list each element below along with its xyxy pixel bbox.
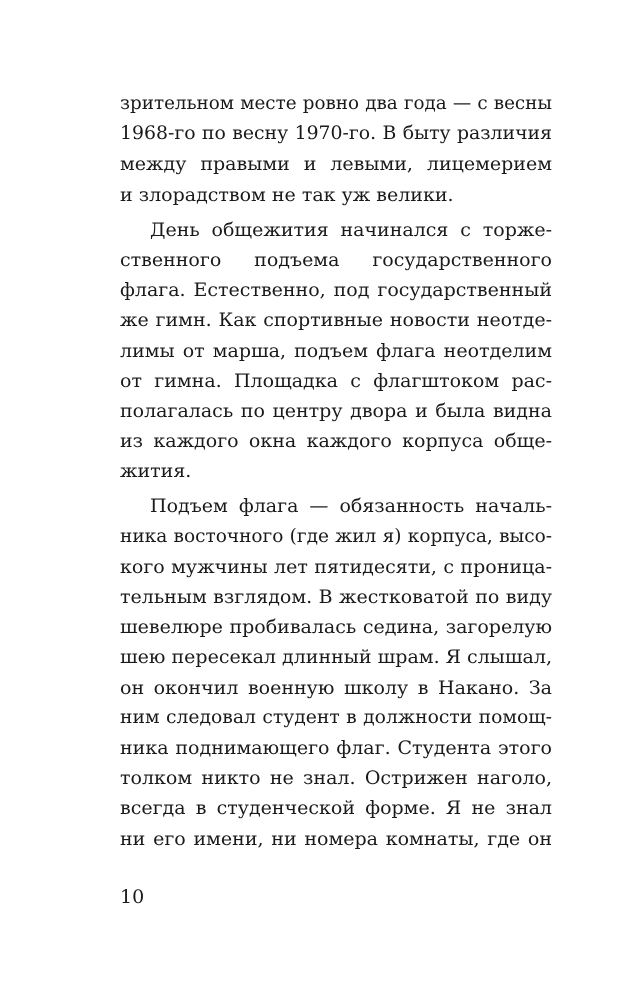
text-line: ственного подъема государственного	[120, 248, 552, 271]
text-line: шею пересекал длинный шрам. Я слышал,	[120, 646, 552, 669]
paragraph	[120, 215, 552, 487]
text-line: жития.	[120, 460, 192, 483]
text-line: толком никто не знал. Острижен наголо,	[120, 767, 552, 790]
text-line: из каждого окна каждого корпуса обще-	[120, 430, 552, 453]
paragraph	[120, 491, 552, 853]
text-line: полагалась по центру двора и была видна	[120, 399, 552, 422]
text-line: День общежития начинался с торже-	[150, 218, 552, 241]
text-line: кого мужчины лет пятидесяти, с проница-	[120, 555, 552, 578]
text-line: ника поднимающего флаг. Студента этого	[120, 736, 552, 759]
text-line: шевелюре пробивалась седина, загорелую	[120, 616, 552, 639]
text-line: Подъем флага — обязанность началь-	[150, 495, 552, 518]
text-line: ника восточного (где жил я) корпуса, высо-	[120, 525, 552, 547]
page-number: 10	[120, 886, 145, 908]
text-line: между правыми и левыми, лицемерием	[120, 153, 552, 176]
text-line: ни его имени, ни номера комнаты, где он	[120, 827, 552, 850]
body-text	[120, 89, 552, 854]
text-line: и злорадством не так уж велики.	[120, 183, 454, 206]
text-line: флага. Естественно, под государственный	[120, 279, 552, 302]
text-line: тельным взглядом. В жестковатой по виду	[120, 586, 552, 608]
paragraph	[120, 89, 552, 210]
text-line: от гимна. Площадка с флагштоком рас-	[120, 369, 552, 392]
text-line: он окончил военную школу в Накано. За	[120, 676, 552, 699]
text-line: 1968-го по весну 1970-го. В быту различия	[120, 123, 552, 145]
text-line: ним следовал студент в должности помощ-	[120, 706, 552, 728]
text-line: лимы от марша, подъем флага неотделим	[120, 339, 552, 362]
text-line: же гимн. Как спортивные новости неотде-	[120, 309, 552, 332]
text-line: всегда в студенческой форме. Я не знал	[120, 797, 552, 820]
text-line: зрительном месте ровно два года — с весны	[120, 93, 552, 114]
